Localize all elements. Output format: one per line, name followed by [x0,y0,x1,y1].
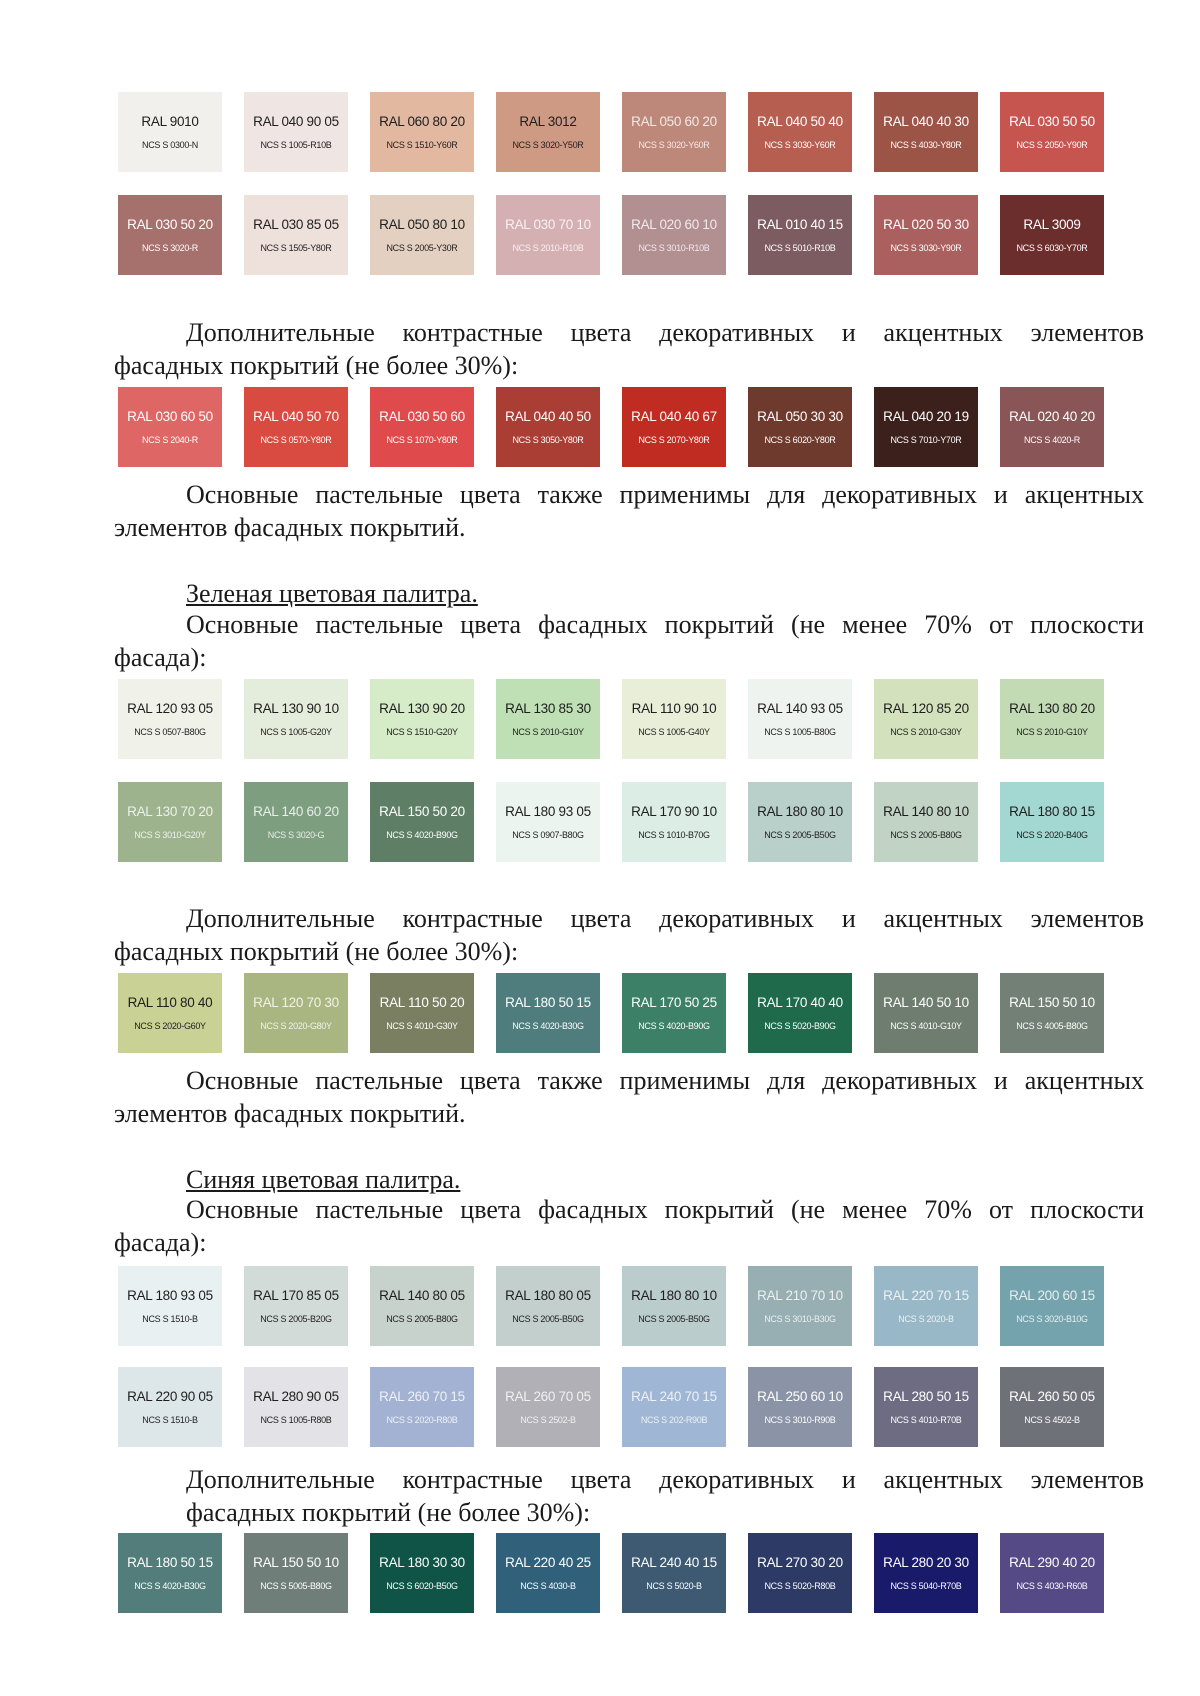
color-swatch [496,195,600,275]
ral-code: RAL 010 40 15 [757,217,843,232]
ncs-code: NCS S 4020-B30G [134,1581,206,1591]
color-swatch [622,1367,726,1447]
ncs-code: NCS S 3010-G20Y [134,830,206,840]
ral-code: RAL 280 50 15 [883,1389,969,1404]
ral-code: RAL 3012 [519,114,577,129]
color-swatch [748,195,852,275]
color-swatch [496,782,600,862]
color-swatch [622,782,726,862]
swatch-row-blue-main-1 [118,1266,1104,1346]
ral-code: RAL 040 50 40 [757,114,843,129]
color-swatch [748,782,852,862]
ncs-code: NCS S 3020-B10G [1016,1314,1088,1324]
color-swatch [244,782,348,862]
ral-code: RAL 110 50 20 [379,995,465,1010]
color-swatch [118,782,222,862]
color-swatch [748,92,852,172]
ncs-code: NCS S 0907-B80G [512,830,584,840]
color-swatch [622,92,726,172]
ral-code: RAL 120 70 30 [253,995,339,1010]
ncs-code: NCS S 2005-B50G [512,1314,584,1324]
ncs-code: NCS S 4030-Y80R [890,140,962,150]
swatch-row-green-main-1 [118,679,1104,759]
ncs-code: NCS S 0507-B80G [134,727,206,737]
blue-main-intro [114,1193,1144,1259]
color-swatch [748,1533,852,1613]
ral-code: RAL 030 50 50 [1009,114,1095,129]
ncs-code: NCS S 3030-Y60R [764,140,836,150]
ral-code: RAL 170 40 40 [757,995,843,1010]
ncs-code: NCS S 1005-R10B [260,140,332,150]
ral-code: RAL 180 50 15 [505,995,591,1010]
ncs-code: NCS S 4502-B [1024,1415,1080,1425]
ral-code: RAL 050 30 30 [757,409,843,424]
color-swatch [370,1533,474,1613]
ncs-code: NCS S 6030-Y70R [1016,243,1088,253]
ral-code: RAL 120 85 20 [883,701,969,716]
ral-code: RAL 050 80 10 [379,217,465,232]
color-swatch [370,387,474,467]
ral-code: RAL 260 70 05 [505,1389,591,1404]
swatch-row-blue-accent [118,1533,1104,1613]
ncs-code: NCS S 1010-B70G [638,830,710,840]
ral-code: RAL 9010 [141,114,199,129]
ral-code: RAL 040 40 67 [631,409,717,424]
ral-code: RAL 140 80 10 [883,804,969,819]
color-swatch [496,1367,600,1447]
ral-code: RAL 110 80 40 [127,995,213,1010]
ral-code: RAL 180 93 05 [505,804,591,819]
ral-code: RAL 030 50 60 [379,409,465,424]
ral-code: RAL 130 70 20 [127,804,213,819]
ncs-code: NCS S 2020-R80B [386,1415,458,1425]
color-swatch [118,387,222,467]
ncs-code: NCS S 3020-Y60R [638,140,710,150]
ral-code: RAL 180 80 10 [757,804,843,819]
ncs-code: NCS S 3030-Y90R [890,243,962,253]
ral-code: RAL 140 50 10 [883,995,969,1010]
color-swatch [874,1533,978,1613]
ncs-code: NCS S 4030-R60B [1016,1581,1088,1591]
color-swatch [370,1367,474,1447]
color-swatch [244,1533,348,1613]
color-swatch [1000,195,1104,275]
blue-palette-heading: Синяя цветовая палитра. [186,1165,461,1194]
green-main-intro [114,608,1144,674]
ral-code: RAL 220 70 15 [883,1288,969,1303]
red-pastel-note-line1: Основные пастельные цвета также применимы для декоративных и акцентных [186,480,1144,509]
ncs-code: NCS S 2010-G30Y [890,727,962,737]
color-swatch [1000,92,1104,172]
ral-code: RAL 040 40 50 [505,409,591,424]
ncs-code: NCS S 4010-G30Y [386,1021,458,1031]
color-swatch [874,195,978,275]
ncs-code: NCS S 2005-B20G [260,1314,332,1324]
color-swatch [622,387,726,467]
color-swatch [874,1367,978,1447]
ral-code: RAL 220 90 05 [127,1389,213,1404]
ral-code: RAL 120 93 05 [127,701,213,716]
green-pastel-note-line1: Основные пастельные цвета также применимы для декоративных и акцентных [186,1066,1144,1095]
ral-code: RAL 030 50 20 [127,217,213,232]
ncs-code: NCS S 4020-B90G [638,1021,710,1031]
color-swatch [748,973,852,1053]
color-swatch [496,973,600,1053]
ral-code: RAL 180 80 15 [1009,804,1095,819]
color-swatch [496,92,600,172]
color-swatch [874,387,978,467]
ncs-code: NCS S 2010-G10Y [1016,727,1088,737]
color-swatch [244,195,348,275]
ral-code: RAL 030 70 10 [505,217,591,232]
ncs-code: NCS S 2040-R [142,435,198,445]
ncs-code: NCS S 2005-B80G [890,830,962,840]
color-swatch [244,973,348,1053]
color-swatch [118,92,222,172]
ncs-code: NCS S 4030-B [520,1581,576,1591]
ncs-code: NCS S 3010-R10B [638,243,710,253]
ncs-code: NCS S 2020-G80Y [260,1021,332,1031]
color-swatch [1000,1533,1104,1613]
ncs-code: NCS S 1005-G40Y [638,727,710,737]
ncs-code: NCS S 2005-B50G [764,830,836,840]
ral-code: RAL 180 50 15 [127,1555,213,1570]
ncs-code: NCS S 7010-Y70R [890,435,962,445]
color-swatch [622,679,726,759]
swatch-row-blue-main-2 [118,1367,1104,1447]
ncs-code: NCS S 2020-B40G [1016,830,1088,840]
ncs-code: NCS S 5020-B [646,1581,702,1591]
color-swatch [370,1266,474,1346]
color-swatch [244,1266,348,1346]
ral-code: RAL 150 50 20 [379,804,465,819]
ncs-code: NCS S 5005-B80G [260,1581,332,1591]
ral-code: RAL 200 60 15 [1009,1288,1095,1303]
ral-code: RAL 030 60 50 [127,409,213,424]
ral-code: RAL 040 50 70 [253,409,339,424]
ral-code: RAL 060 80 20 [379,114,465,129]
ral-code: RAL 140 80 05 [379,1288,465,1303]
color-swatch [748,1367,852,1447]
color-swatch [748,1266,852,1346]
ncs-code: NCS S 4020-B90G [386,830,458,840]
color-swatch [874,1266,978,1346]
color-swatch [1000,782,1104,862]
ral-code: RAL 150 50 10 [1009,995,1095,1010]
color-swatch [244,387,348,467]
red-accent-intro-line2: фасадных покрытий (не более 30%): [114,351,519,380]
ral-code: RAL 130 80 20 [1009,701,1095,716]
swatch-row-green-accent [118,973,1104,1053]
ral-code: RAL 250 60 10 [757,1389,843,1404]
ral-code: RAL 050 60 20 [631,114,717,129]
color-swatch [370,679,474,759]
color-swatch [496,679,600,759]
color-swatch [118,973,222,1053]
color-swatch [118,1533,222,1613]
ral-code: RAL 220 40 25 [505,1555,591,1570]
ncs-code: NCS S 4010-G10Y [890,1021,962,1031]
ncs-code: NCS S 5020-R80B [764,1581,836,1591]
ncs-code: NCS S 3050-Y80R [512,435,584,445]
ral-code: RAL 260 70 15 [379,1389,465,1404]
ral-code: RAL 280 20 30 [883,1555,969,1570]
color-swatch [496,1266,600,1346]
ral-code: RAL 180 80 05 [505,1288,591,1303]
color-swatch [1000,1266,1104,1346]
color-swatch [622,1533,726,1613]
red-accent-intro-line1: Дополнительные контрастные цвета декоративных и акцентных элементов [186,318,1144,347]
color-swatch [118,195,222,275]
ral-code: RAL 240 70 15 [631,1389,717,1404]
color-swatch [1000,679,1104,759]
color-swatch [1000,387,1104,467]
ncs-code: NCS S 4020-R [1024,435,1080,445]
green-main-intro-line2: фасада): [114,643,207,672]
blue-accent-intro [186,1463,1144,1529]
blue-main-intro-line2: фасада): [114,1228,207,1257]
color-swatch [118,679,222,759]
green-main-intro-line1: Основные пастельные цвета фасадных покрытий (не менее 70% от плоскости [186,610,1144,639]
ral-code: RAL 040 20 19 [883,409,969,424]
ncs-code: NCS S 2005-Y30R [386,243,458,253]
red-accent-intro [114,316,1144,382]
ral-code: RAL 180 93 05 [127,1288,213,1303]
blue-accent-intro-line1: Дополнительные контрастные цвета декоративных и акцентных элементов [186,1465,1144,1494]
color-swatch [244,679,348,759]
ncs-code: NCS S 4005-B80G [1016,1021,1088,1031]
ncs-code: NCS S 2050-Y90R [1016,140,1088,150]
ncs-code: NCS S 0300-N [142,140,198,150]
color-swatch [496,387,600,467]
color-swatch [118,1367,222,1447]
color-swatch [748,387,852,467]
color-swatch [748,679,852,759]
green-palette-heading: Зеленая цветовая палитра. [186,579,478,608]
ncs-code: NCS S 2010-R10B [512,243,584,253]
ral-code: RAL 030 85 05 [253,217,339,232]
ncs-code: NCS S 5020-B90G [764,1021,836,1031]
color-swatch [370,782,474,862]
ncs-code: NCS S 1505-Y80R [260,243,332,253]
ncs-code: NCS S 4020-B30G [512,1021,584,1031]
ncs-code: NCS S 3020-Y50R [512,140,584,150]
ral-code: RAL 170 85 05 [253,1288,339,1303]
ncs-code: NCS S 5010-R10B [764,243,836,253]
ncs-code: NCS S 2010-G10Y [512,727,584,737]
ncs-code: NCS S 2005-B80G [386,1314,458,1324]
swatch-row-red-accent [118,387,1104,467]
ral-code: RAL 130 90 20 [379,701,465,716]
ral-code: RAL 150 50 10 [253,1555,339,1570]
ral-code: RAL 270 30 20 [757,1555,843,1570]
green-accent-intro [114,902,1144,968]
red-pastel-note [114,478,1144,544]
ral-code: RAL 140 60 20 [253,804,339,819]
ral-code: RAL 020 50 30 [883,217,969,232]
color-swatch [370,973,474,1053]
green-accent-intro-line2: фасадных покрытий (не более 30%): [114,937,519,966]
color-swatch [244,92,348,172]
ral-code: RAL 040 90 05 [253,114,339,129]
swatch-row-red-main-1 [118,92,1104,172]
color-swatch [874,782,978,862]
ncs-code: NCS S 2005-B50G [638,1314,710,1324]
ral-code: RAL 170 90 10 [631,804,717,819]
ral-code: RAL 290 40 20 [1009,1555,1095,1570]
ncs-code: NCS S 1070-Y80R [386,435,458,445]
ncs-code: NCS S 1005-B80G [764,727,836,737]
ral-code: RAL 210 70 10 [757,1288,843,1303]
color-swatch [622,973,726,1053]
swatch-row-red-main-2 [118,195,1104,275]
ncs-code: NCS S 2070-Y80R [638,435,710,445]
blue-accent-intro-line2: фасадных покрытий (не более 30%): [186,1498,591,1527]
ncs-code: NCS S 202-R90B [640,1415,708,1425]
color-swatch [622,195,726,275]
ral-code: RAL 260 50 05 [1009,1389,1095,1404]
ncs-code: NCS S 6020-B50G [386,1581,458,1591]
color-swatch [874,92,978,172]
ncs-code: NCS S 2502-B [520,1415,576,1425]
ral-code: RAL 170 50 25 [631,995,717,1010]
ncs-code: NCS S 3020-G [267,830,325,840]
ncs-code: NCS S 3010-B30G [764,1314,836,1324]
color-swatch [370,92,474,172]
ral-code: RAL 130 90 10 [253,701,339,716]
ral-code: RAL 040 40 30 [883,114,969,129]
ncs-code: NCS S 5040-R70B [890,1581,962,1591]
ncs-code: NCS S 1005-R80B [260,1415,332,1425]
ncs-code: NCS S 1510-B [142,1415,198,1425]
green-pastel-note-line2: элементов фасадных покрытий. [114,1099,466,1128]
green-pastel-note [114,1064,1144,1130]
ncs-code: NCS S 1005-G20Y [260,727,332,737]
ral-code: RAL 280 90 05 [253,1389,339,1404]
ncs-code: NCS S 1510-B [142,1314,198,1324]
swatch-row-green-main-2 [118,782,1104,862]
green-accent-intro-line1: Дополнительные контрастные цвета декоративных и акцентных элементов [186,904,1144,933]
ral-code: RAL 180 30 30 [379,1555,465,1570]
color-swatch [874,679,978,759]
ral-code: RAL 140 93 05 [757,701,843,716]
color-swatch [118,1266,222,1346]
color-swatch [1000,1367,1104,1447]
color-swatch [370,195,474,275]
ncs-code: NCS S 2020-G60Y [134,1021,206,1031]
ncs-code: NCS S 4010-R70B [890,1415,962,1425]
red-pastel-note-line2: элементов фасадных покрытий. [114,513,466,542]
ncs-code: NCS S 3020-R [142,243,198,253]
ncs-code: NCS S 6020-Y80R [764,435,836,445]
ral-code: RAL 240 40 15 [631,1555,717,1570]
ral-code: RAL 020 60 10 [631,217,717,232]
blue-main-intro-line1: Основные пастельные цвета фасадных покрытий (не менее 70% от плоскости [186,1195,1144,1224]
color-swatch [874,973,978,1053]
ncs-code: NCS S 3010-R90B [764,1415,836,1425]
ral-code: RAL 130 85 30 [505,701,591,716]
ncs-code: NCS S 0570-Y80R [260,435,332,445]
ncs-code: NCS S 1510-G20Y [386,727,458,737]
color-swatch [1000,973,1104,1053]
ral-code: RAL 180 80 10 [631,1288,717,1303]
color-swatch [622,1266,726,1346]
ral-code: RAL 020 40 20 [1009,409,1095,424]
ncs-code: NCS S 2020-B [898,1314,954,1324]
color-swatch [496,1533,600,1613]
ral-code: RAL 3009 [1023,217,1081,232]
color-swatch [244,1367,348,1447]
ral-code: RAL 110 90 10 [631,701,717,716]
ncs-code: NCS S 1510-Y60R [386,140,458,150]
